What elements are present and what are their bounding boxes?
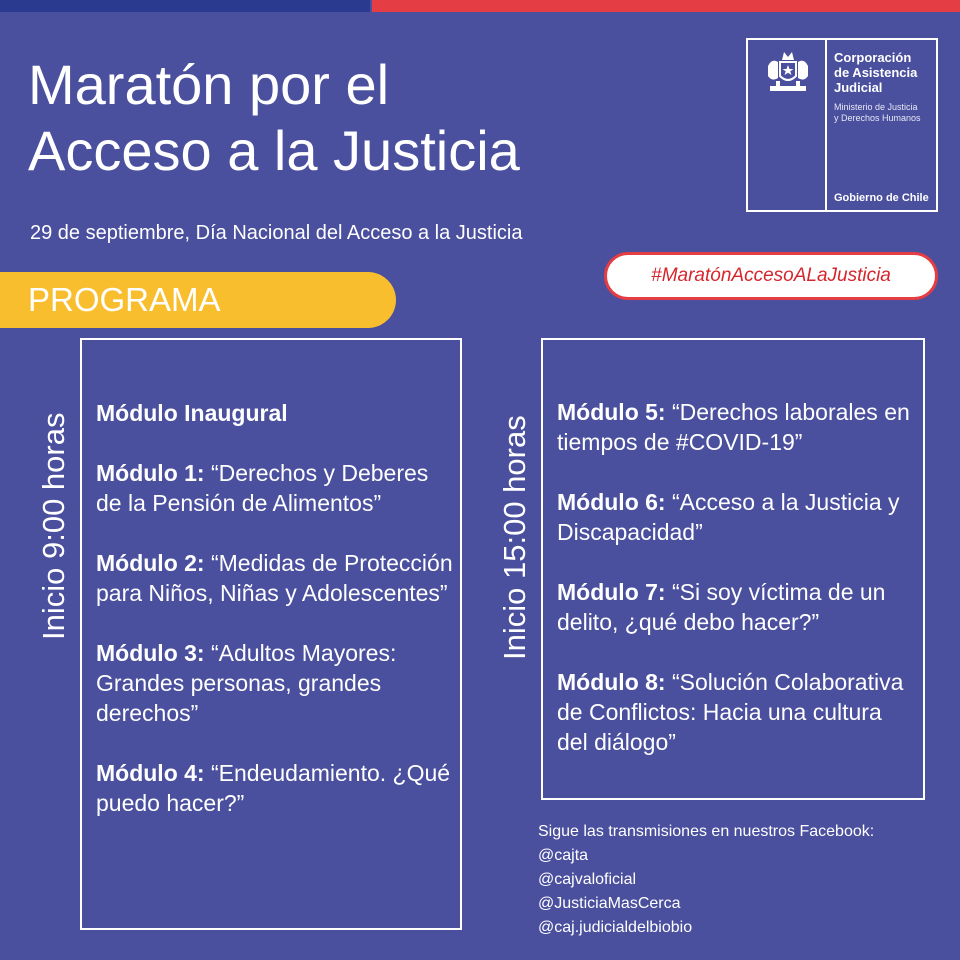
module-description: “Derechos y Deberes de la Pensión de Alimentos” bbox=[96, 460, 429, 516]
module-description: “Adultos Mayores: Grandes personas, grandes derechos” bbox=[96, 640, 397, 726]
module-description: “Endeudamiento. ¿Qué puedo hacer?” bbox=[96, 760, 451, 816]
module-name: Módulo 5: bbox=[557, 399, 666, 425]
morning-start-label: Inicio 9:00 horas bbox=[36, 412, 71, 640]
logo-ministry-line: Ministerio de Justicia bbox=[834, 102, 918, 112]
module-description: “Solución Colaborativa de Conflictos: Hacia una cultura del diálogo” bbox=[557, 669, 904, 755]
module-item bbox=[96, 638, 456, 728]
follow-intro: Sigue las transmisiones en nuestros Facebook: bbox=[538, 823, 875, 840]
morning-module-list bbox=[96, 398, 456, 848]
page-title bbox=[28, 52, 588, 184]
module-description: “Acceso a la Justicia y Discapacidad” bbox=[557, 489, 900, 545]
programa-banner: PROGRAMA bbox=[0, 272, 396, 328]
logo-org-line: Corporación bbox=[834, 50, 912, 65]
module-description: “Si soy víctima de un delito, ¿qué debo hacer?” bbox=[557, 579, 886, 635]
subtitle: 29 de septiembre, Día Nacional del Acceso a la Justicia bbox=[30, 222, 523, 244]
module-description: “Derechos laborales en tiempos de #COVID-19” bbox=[557, 399, 910, 455]
logo-divider bbox=[825, 40, 827, 210]
facebook-account: @JusticiaMasCerca bbox=[538, 895, 681, 912]
title-line-2: Acceso a la Justicia bbox=[28, 119, 520, 182]
coat-of-arms-icon bbox=[760, 48, 816, 96]
module-item bbox=[96, 398, 456, 428]
module-description: “Medidas de Protección para Niños, Niñas y Adolescentes” bbox=[96, 550, 453, 606]
top-bar-red bbox=[372, 0, 960, 12]
module-name: Módulo 8: bbox=[557, 669, 666, 695]
module-item bbox=[557, 577, 917, 637]
afternoon-module-list bbox=[557, 397, 917, 787]
facebook-account: @cajvaloficial bbox=[538, 871, 637, 888]
module-name: Módulo 4: bbox=[96, 760, 205, 786]
logo-org-line: Judicial bbox=[834, 80, 883, 95]
logo-org-line: de Asistencia bbox=[834, 65, 918, 80]
module-name: Módulo 7: bbox=[557, 579, 666, 605]
module-item bbox=[557, 487, 917, 547]
module-item bbox=[96, 548, 456, 608]
module-item bbox=[96, 458, 456, 518]
afternoon-start-label: Inicio 15:00 horas bbox=[497, 415, 532, 660]
facebook-account: @caj.judicialdelbiobio bbox=[538, 919, 693, 936]
module-name: Módulo 6: bbox=[557, 489, 666, 515]
module-name: Módulo 2: bbox=[96, 550, 205, 576]
institution-logo bbox=[746, 38, 938, 212]
module-name: Módulo 1: bbox=[96, 460, 205, 486]
logo-government: Gobierno de Chile bbox=[834, 192, 929, 204]
facebook-follow-section bbox=[538, 820, 874, 940]
title-line-1: Maratón por el bbox=[28, 53, 390, 116]
module-name: Módulo Inaugural bbox=[96, 400, 288, 426]
top-bar-blue bbox=[0, 0, 370, 12]
logo-organization bbox=[834, 50, 934, 95]
logo-ministry-line: y Derechos Humanos bbox=[834, 113, 921, 123]
hashtag-badge: #MaratónAccesoALaJusticia bbox=[604, 252, 938, 300]
module-name: Módulo 3: bbox=[96, 640, 205, 666]
facebook-account: @cajta bbox=[538, 847, 589, 864]
module-item bbox=[557, 667, 917, 757]
logo-ministry bbox=[834, 102, 934, 124]
module-item bbox=[96, 758, 456, 818]
module-item bbox=[557, 397, 917, 457]
